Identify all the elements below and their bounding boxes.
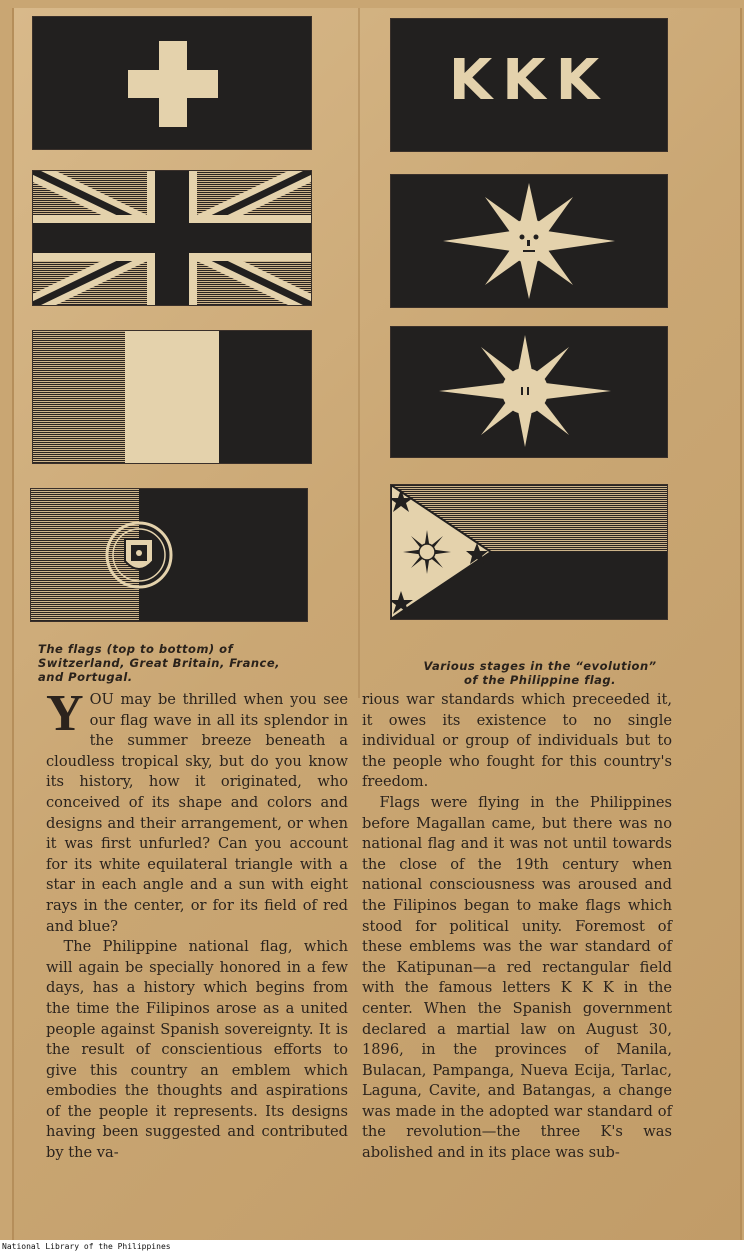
kkk-letters: KKK bbox=[448, 48, 610, 113]
caption-left bbox=[38, 642, 338, 684]
sun-k-icon bbox=[391, 327, 667, 457]
article-paragraph-1: OU may be thrilled when you see our flag wave in all its splendor in the summer breeze beneath a cloudless tropical sky, but do you know its history, how it originated, who conceived of its shape and colors and designs and their arrangement, or when it was first unfurled? Can you account for its white equilateral triangle with a star in each angle and a sun with eight rays in the center, or for its field of red and blue? bbox=[46, 691, 348, 935]
flag-great-britain bbox=[32, 170, 312, 306]
flag-switzerland bbox=[32, 16, 312, 150]
footer-credit: National Library of the Philippines bbox=[0, 1240, 744, 1253]
article-column-2 bbox=[362, 690, 672, 1164]
caption-left-line-3: and Portugal. bbox=[38, 670, 133, 684]
flag-sun-with-k bbox=[390, 326, 668, 458]
caption-right-line-2: of the Philippine flag. bbox=[463, 673, 617, 687]
column-divider bbox=[358, 8, 360, 698]
caption-right-line-1: Various stages in the “evolution” bbox=[423, 659, 657, 673]
philippine-triangle-icon bbox=[391, 485, 667, 619]
flag-philippines-early bbox=[390, 484, 668, 620]
dropcap: Y bbox=[46, 685, 84, 742]
caption-left-line-2: Switzerland, Great Britain, France, bbox=[38, 656, 281, 670]
caption-right bbox=[400, 659, 680, 687]
article-paragraph-3: rious war standards which preceeded it, it owes its existence to no single individual or group of individuals but to the people who fought for this country's freedom. bbox=[362, 691, 672, 791]
article-column-1 bbox=[46, 685, 348, 1164]
flag-portugal bbox=[30, 488, 308, 622]
article-paragraph-2: The Philippine national flag, which will again be specially honored in a few days, has a history which begins from the time the Filipinos arose as a united people against Spanish sovereignty. It is the result of conscientious efforts to give this country an emblem which embodies the thoughts and aspirations of the people it represents. Its designs having been suggested and contributed by the va- bbox=[46, 938, 348, 1162]
article-paragraph-4: Flags were flying in the Philippines before Magallan came, but there was no national flag and it was not until towards the close of the 19th century when national consciousness was aroused and the Filipinos began to make flags which stood for political unity. Foremost of these emblems was the war standard of the Katipunan—a red rectangular field with the famous letters K K K in the center. When the Spanish government declared a martial law on August 30, 1896, in the provinces of Manila, Bulacan, Pampanga, Nueva Ecija, Tarlac, Laguna, Cavite, and Batangas, a change was made in the adopted war standard of the revolution—the three K's was abolished and in its place was sub- bbox=[362, 793, 672, 1162]
flag-france bbox=[32, 330, 312, 464]
caption-left-line-1: The flags (top to bottom) of bbox=[38, 642, 234, 656]
flag-sun-with-face bbox=[390, 174, 668, 308]
flag-katipunan-kkk bbox=[390, 18, 668, 152]
sun-with-face-icon bbox=[391, 175, 667, 307]
